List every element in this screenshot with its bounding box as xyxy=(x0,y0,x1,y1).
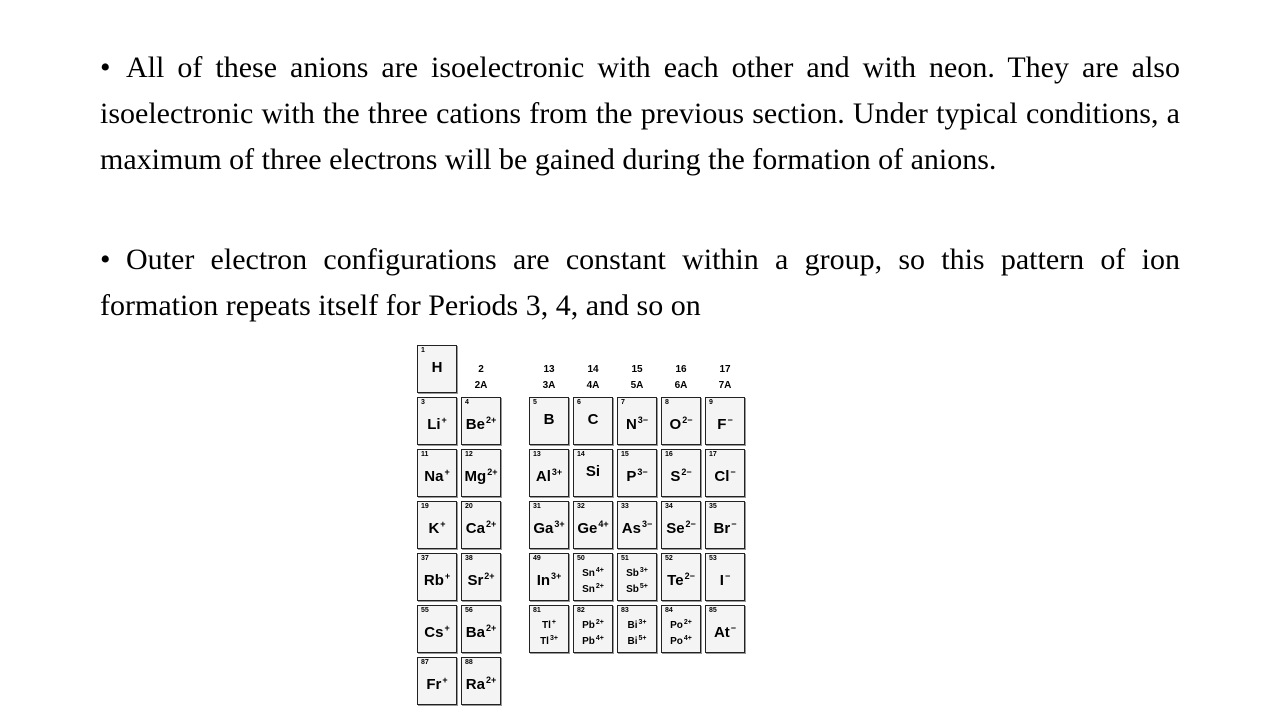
ion-label xyxy=(418,463,456,486)
ion-label xyxy=(418,411,456,434)
group-label: 3A xyxy=(542,380,556,391)
atomic-number: 1 xyxy=(421,347,425,354)
element-cell xyxy=(529,553,569,601)
group-number: 17 xyxy=(719,364,731,375)
atomic-number: 13 xyxy=(533,451,541,458)
ion-charge: 2+ xyxy=(595,619,604,626)
group-number: 16 xyxy=(675,364,687,375)
ion-charge: 2− xyxy=(685,519,696,529)
element-symbol: Mg xyxy=(464,468,487,485)
atomic-number: 15 xyxy=(621,451,629,458)
element-cell xyxy=(461,397,501,445)
ion-charge: 3− xyxy=(637,467,648,477)
element-symbol: Bi xyxy=(627,620,638,631)
element-cell xyxy=(573,449,613,497)
element-cell xyxy=(461,501,501,549)
element-cell xyxy=(417,345,457,393)
element-cell xyxy=(705,605,745,653)
ion-charge: 2+ xyxy=(487,467,498,477)
ion-label xyxy=(462,567,500,590)
ion-label xyxy=(418,515,456,538)
ion-label xyxy=(618,581,656,596)
atomic-number: 5 xyxy=(533,399,537,406)
ion-label xyxy=(618,515,656,538)
element-symbol: As xyxy=(621,520,641,537)
ion-label xyxy=(574,463,612,481)
element-symbol: Tl xyxy=(540,636,549,647)
atomic-number: 20 xyxy=(465,503,473,510)
element-cell xyxy=(661,553,701,601)
element-symbol: C xyxy=(587,411,599,428)
ion-label xyxy=(618,633,656,648)
element-symbol: Sr xyxy=(467,572,484,589)
element-cell xyxy=(417,553,457,601)
atomic-number: 87 xyxy=(421,659,429,666)
atomic-number: 51 xyxy=(621,555,629,562)
group-number: 14 xyxy=(587,364,599,375)
element-symbol: In xyxy=(536,572,551,589)
element-cell xyxy=(661,397,701,445)
element-cell xyxy=(529,605,569,653)
element-cell xyxy=(461,449,501,497)
ion-charge: + xyxy=(441,415,447,425)
atomic-number: 6 xyxy=(577,399,581,406)
element-symbol: Cl xyxy=(714,468,730,485)
element-cell xyxy=(617,397,657,445)
ion-label xyxy=(462,619,500,642)
element-cell xyxy=(617,605,657,653)
ion-label xyxy=(574,515,612,538)
atomic-number: 16 xyxy=(665,451,673,458)
bullet-marker: • xyxy=(100,51,111,84)
element-symbol: Ge xyxy=(577,520,598,537)
atomic-number: 55 xyxy=(421,607,429,614)
atomic-number: 53 xyxy=(709,555,717,562)
element-symbol: Sn xyxy=(582,568,595,579)
atomic-number: 8 xyxy=(665,399,669,406)
ion-charge: 3+ xyxy=(549,635,558,642)
ion-label xyxy=(530,633,568,648)
ion-charge: 5+ xyxy=(638,635,647,642)
ion-label xyxy=(462,463,500,486)
element-symbol: Fr xyxy=(426,676,442,693)
atomic-number: 88 xyxy=(465,659,473,666)
element-symbol: Sn xyxy=(582,584,595,595)
atomic-number: 14 xyxy=(577,451,585,458)
element-cell xyxy=(617,553,657,601)
ion-charge: 2+ xyxy=(485,415,497,425)
atomic-number: 81 xyxy=(533,607,541,614)
element-symbol: Al xyxy=(535,468,551,485)
atomic-number: 34 xyxy=(665,503,673,510)
atomic-number: 11 xyxy=(421,451,429,458)
ion-label xyxy=(462,515,500,538)
ion-label xyxy=(618,565,656,580)
ion-label xyxy=(462,671,500,694)
element-symbol: Ca xyxy=(465,520,485,537)
atomic-number: 3 xyxy=(421,399,425,406)
element-cell xyxy=(417,449,457,497)
element-symbol: Ga xyxy=(533,520,554,537)
ion-charge: 3− xyxy=(637,415,649,425)
ion-charge: 3− xyxy=(641,519,653,529)
element-symbol: Sb xyxy=(626,584,639,595)
element-symbol: P xyxy=(626,468,637,485)
ion-charge: 4+ xyxy=(598,519,609,529)
atomic-number: 82 xyxy=(577,607,585,614)
element-symbol: Tl xyxy=(542,620,551,631)
element-symbol: Ra xyxy=(465,676,485,693)
ion-charge: + xyxy=(444,467,450,477)
group-label: 4A xyxy=(586,380,600,391)
ion-charge: 2− xyxy=(681,467,692,477)
ion-label xyxy=(618,617,656,632)
ion-charge: 2+ xyxy=(485,519,497,529)
ion-charge: + xyxy=(440,519,446,529)
element-cell xyxy=(417,501,457,549)
ion-label xyxy=(706,463,744,486)
ion-label xyxy=(574,617,612,632)
ion-label xyxy=(706,619,744,642)
ion-charge: 3+ xyxy=(639,567,648,574)
element-cell xyxy=(661,501,701,549)
element-cell xyxy=(705,449,745,497)
bullet-text: All of these anions are isoelectronic with each other and with neon. They are also isoelectronic with the three cations from the previous section. Under typical conditions, a maximum of three electrons will be gained during the formation of anions. xyxy=(100,51,1180,176)
ion-charge: 4+ xyxy=(595,567,604,574)
group-label: 5A xyxy=(630,380,644,391)
ion-label xyxy=(530,617,568,632)
group-number: 15 xyxy=(631,364,643,375)
ion-label xyxy=(662,567,700,590)
element-symbol: Se xyxy=(666,520,685,537)
ion-charge: 4+ xyxy=(683,635,692,642)
element-cell xyxy=(417,605,457,653)
ion-label xyxy=(662,463,700,486)
element-cell xyxy=(661,605,701,653)
atomic-number: 4 xyxy=(465,399,469,406)
atomic-number: 50 xyxy=(577,555,585,562)
element-symbol: F xyxy=(717,416,727,433)
ion-charge: 2+ xyxy=(683,619,692,626)
ion-label xyxy=(662,617,700,632)
ion-label xyxy=(706,411,744,434)
element-cell xyxy=(573,397,613,445)
atomic-number: 56 xyxy=(465,607,473,614)
element-symbol: Ba xyxy=(465,624,485,641)
ion-charge: − xyxy=(727,415,733,425)
element-cell xyxy=(529,501,569,549)
element-symbol: Si xyxy=(585,463,601,480)
bullet-marker: • xyxy=(100,243,111,276)
element-symbol: Pb xyxy=(582,636,595,647)
ion-charge: 3+ xyxy=(554,519,565,529)
element-symbol: Br xyxy=(713,520,731,537)
atomic-number: 49 xyxy=(533,555,541,562)
ion-label xyxy=(530,515,568,538)
element-cell xyxy=(617,449,657,497)
element-cell xyxy=(529,449,569,497)
element-cell xyxy=(705,397,745,445)
atomic-number: 52 xyxy=(665,555,673,562)
ion-charge: + xyxy=(442,675,448,685)
ion-label xyxy=(574,633,612,648)
group-label: 6A xyxy=(674,380,688,391)
ion-label xyxy=(662,411,700,434)
atomic-number: 85 xyxy=(709,607,717,614)
atomic-number: 35 xyxy=(709,503,717,510)
element-cell xyxy=(461,605,501,653)
atomic-number: 17 xyxy=(709,451,717,458)
ion-label xyxy=(574,411,612,429)
atomic-number: 37 xyxy=(421,555,429,562)
atomic-number: 33 xyxy=(621,503,629,510)
ion-label xyxy=(530,567,568,590)
element-symbol: Po xyxy=(670,636,683,647)
ion-charge: 3+ xyxy=(551,571,562,581)
ion-charge: − xyxy=(730,623,737,633)
ion-charge: 3+ xyxy=(551,467,563,477)
element-cell xyxy=(705,553,745,601)
element-symbol: S xyxy=(670,468,681,485)
element-symbol: At xyxy=(713,624,730,641)
ion-label xyxy=(418,671,456,694)
atomic-number: 32 xyxy=(577,503,585,510)
ion-charge: 2+ xyxy=(485,675,497,685)
ion-charge: 2− xyxy=(682,415,693,425)
element-symbol: B xyxy=(543,411,555,428)
ion-label xyxy=(418,359,456,377)
ion-label xyxy=(530,463,568,486)
element-symbol: Te xyxy=(667,572,684,589)
ion-charge: 3+ xyxy=(638,619,647,626)
ion-charge: − xyxy=(730,467,736,477)
ion-charge: + xyxy=(444,623,450,633)
ion-charge: − xyxy=(731,519,737,529)
atomic-number: 31 xyxy=(533,503,541,510)
ion-label xyxy=(618,411,656,434)
element-cell xyxy=(461,553,501,601)
atomic-number: 12 xyxy=(465,451,473,458)
ion-label xyxy=(618,463,656,486)
atomic-number: 38 xyxy=(465,555,473,562)
element-cell xyxy=(705,501,745,549)
ion-label xyxy=(706,567,744,590)
element-symbol: Bi xyxy=(627,636,638,647)
element-cell xyxy=(417,397,457,445)
element-cell xyxy=(661,449,701,497)
atomic-number: 84 xyxy=(665,607,673,614)
ion-charge: 2− xyxy=(684,571,695,581)
element-cell xyxy=(573,605,613,653)
atomic-number: 83 xyxy=(621,607,629,614)
element-symbol: Li xyxy=(427,416,441,433)
element-symbol: Na xyxy=(424,468,444,485)
atomic-number: 7 xyxy=(621,399,625,406)
element-cell xyxy=(617,501,657,549)
group-label: 7A xyxy=(718,380,732,391)
ion-label xyxy=(418,619,456,642)
element-cell xyxy=(529,397,569,445)
element-cell xyxy=(461,657,501,705)
bullet-text: Outer electron configurations are constant within a group, so this pattern of ion formation repeats itself for Periods 3, 4, and so on xyxy=(100,243,1180,322)
ion-label xyxy=(462,411,500,434)
ion-charge: 2+ xyxy=(595,583,604,590)
element-cell xyxy=(573,501,613,549)
element-symbol: Rb xyxy=(423,572,444,589)
element-cell xyxy=(573,553,613,601)
element-symbol: Po xyxy=(670,620,683,631)
element-symbol: K xyxy=(428,520,440,537)
element-cell xyxy=(417,657,457,705)
element-symbol: I xyxy=(719,572,724,589)
element-symbol: Pb xyxy=(582,620,595,631)
ion-label xyxy=(662,633,700,648)
element-symbol: Be xyxy=(465,416,485,433)
ion-label xyxy=(706,515,744,538)
ion-charge: − xyxy=(724,571,731,581)
ion-label xyxy=(418,567,456,590)
ion-charge: 4+ xyxy=(595,635,604,642)
element-symbol: O xyxy=(669,416,682,433)
element-symbol: N xyxy=(625,416,637,433)
ion-charge: 2+ xyxy=(485,623,497,633)
ion-label xyxy=(662,515,700,538)
ion-charge: + xyxy=(444,571,451,581)
ion-label xyxy=(574,565,612,580)
element-symbol: Cs xyxy=(424,624,444,641)
ion-label xyxy=(530,411,568,429)
element-symbol: H xyxy=(431,359,443,376)
group-number: 13 xyxy=(543,364,555,375)
atomic-number: 19 xyxy=(421,503,429,510)
ion-charge: 2+ xyxy=(484,571,495,581)
ion-charge: + xyxy=(551,619,556,626)
atomic-number: 9 xyxy=(709,399,713,406)
group-label: 2A xyxy=(474,380,488,391)
element-symbol: Sb xyxy=(626,568,639,579)
group-number: 2 xyxy=(478,364,484,375)
ion-charge: 5+ xyxy=(639,583,648,590)
ion-label xyxy=(574,581,612,596)
